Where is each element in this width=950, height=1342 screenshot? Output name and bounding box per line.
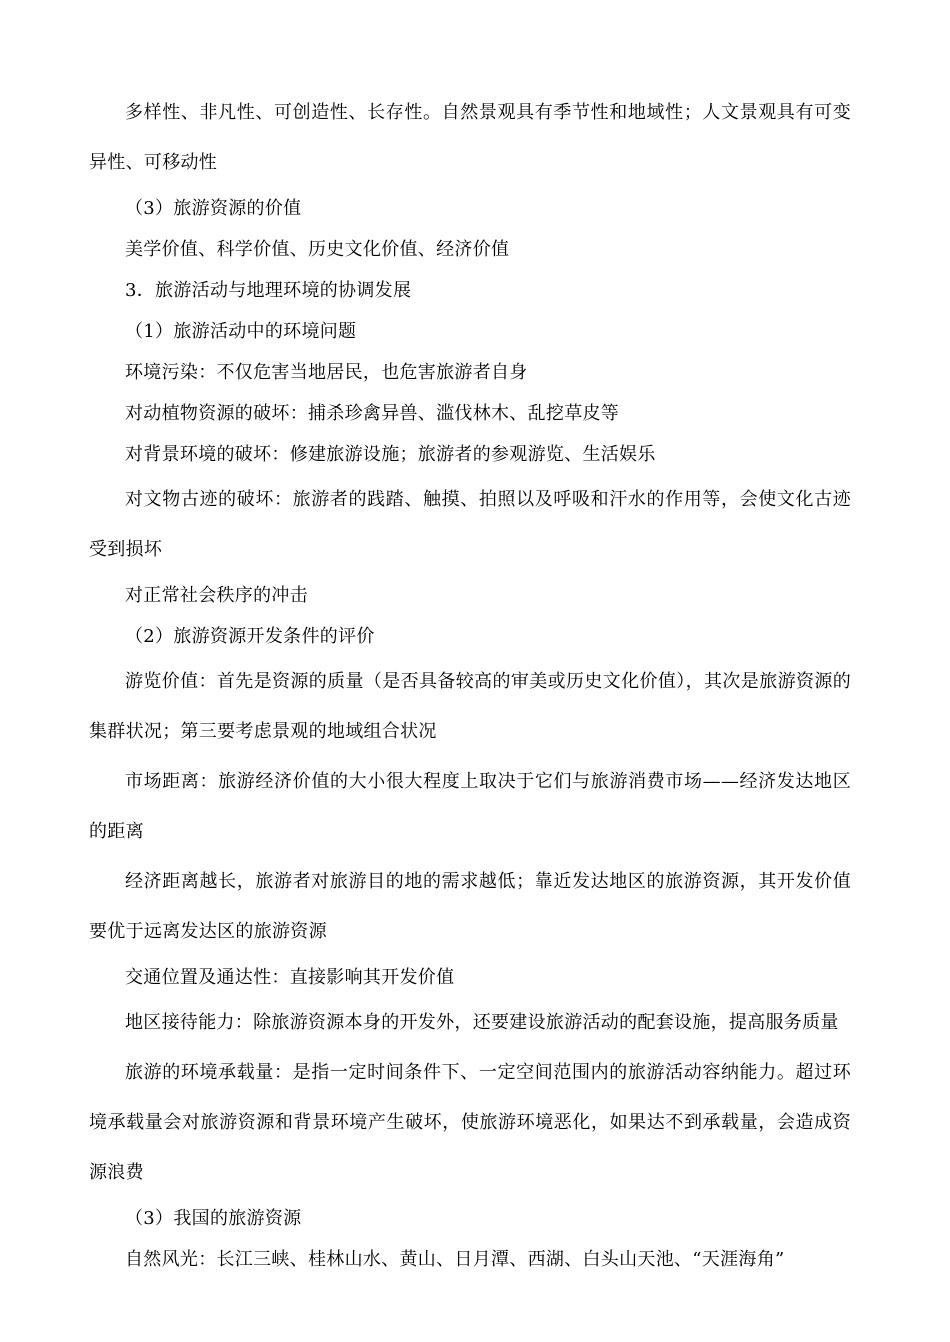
paragraph-sightseeing-value: 游览价值：首先是资源的质量（是否具备较高的审美或历史文化价值），其次是旅游资源的集群状况；第三要考虑景观的地域组合状况 xyxy=(89,671,851,742)
document-body xyxy=(89,88,851,1280)
heading-china-resources: （3）我国的旅游资源 xyxy=(125,1208,302,1229)
heading-resource-value: （3）旅游资源的价值 xyxy=(125,198,302,219)
paragraph-economic-distance: 经济距离越长，旅游者对旅游目的地的需求越低；靠近发达地区的旅游资源，其开发价值要优于远离发达区的旅游资源 xyxy=(89,871,851,942)
paragraph-transport: 交通位置及通达性：直接影响其开发价值 xyxy=(125,967,455,988)
paragraph-market-distance: 市场距离：旅游经济价值的大小很大程度上取决于它们与旅游消费市场——经济发达地区的距离 xyxy=(89,771,851,842)
section-heading-3: 3．旅游活动与地理环境的协调发展 xyxy=(125,280,412,301)
paragraph-pollution: 环境污染：不仅危害当地居民，也危害旅游者自身 xyxy=(125,362,528,383)
paragraph-relics: 对文物古迹的破坏：旅游者的践踏、触摸、拍照以及呼吸和汗水的作用等，会使文化古迹受到损坏 xyxy=(89,489,851,560)
heading-environment-problems: （1）旅游活动中的环境问题 xyxy=(125,321,357,342)
paragraph-social-order: 对正常社会秩序的冲击 xyxy=(125,585,308,606)
heading-development-evaluation: （2）旅游资源开发条件的评价 xyxy=(125,626,375,647)
paragraph-carrying-capacity: 旅游的环境承载量：是指一定时间条件下、一定空间范围内的旅游活动容纳能力。超过环境承载量会对旅游资源和背景环境产生破坏，使旅游环境恶化，如果达不到承载量，会造成资源浪费 xyxy=(89,1062,851,1183)
paragraph-natural-scenery: 自然风光：长江三峡、桂林山水、黄山、日月潭、西湖、白头山天池、“天涯海角” xyxy=(125,1249,785,1270)
paragraph-reception-capacity: 地区接待能力：除旅游资源本身的开发外，还要建设旅游活动的配套设施，提高服务质量 xyxy=(125,1012,839,1033)
paragraph-features: 多样性、非凡性、可创造性、长存性。自然景观具有季节性和地域性；人文景观具有可变异性、可移动性 xyxy=(89,102,851,173)
paragraph-background-env: 对背景环境的破坏：修建旅游设施；旅游者的参观游览、生活娱乐 xyxy=(125,444,656,465)
paragraph-flora-fauna: 对动植物资源的破坏：捕杀珍禽异兽、滥伐林木、乱挖草皮等 xyxy=(125,403,620,424)
paragraph-values: 美学价值、科学价值、历史文化价值、经济价值 xyxy=(125,239,510,260)
